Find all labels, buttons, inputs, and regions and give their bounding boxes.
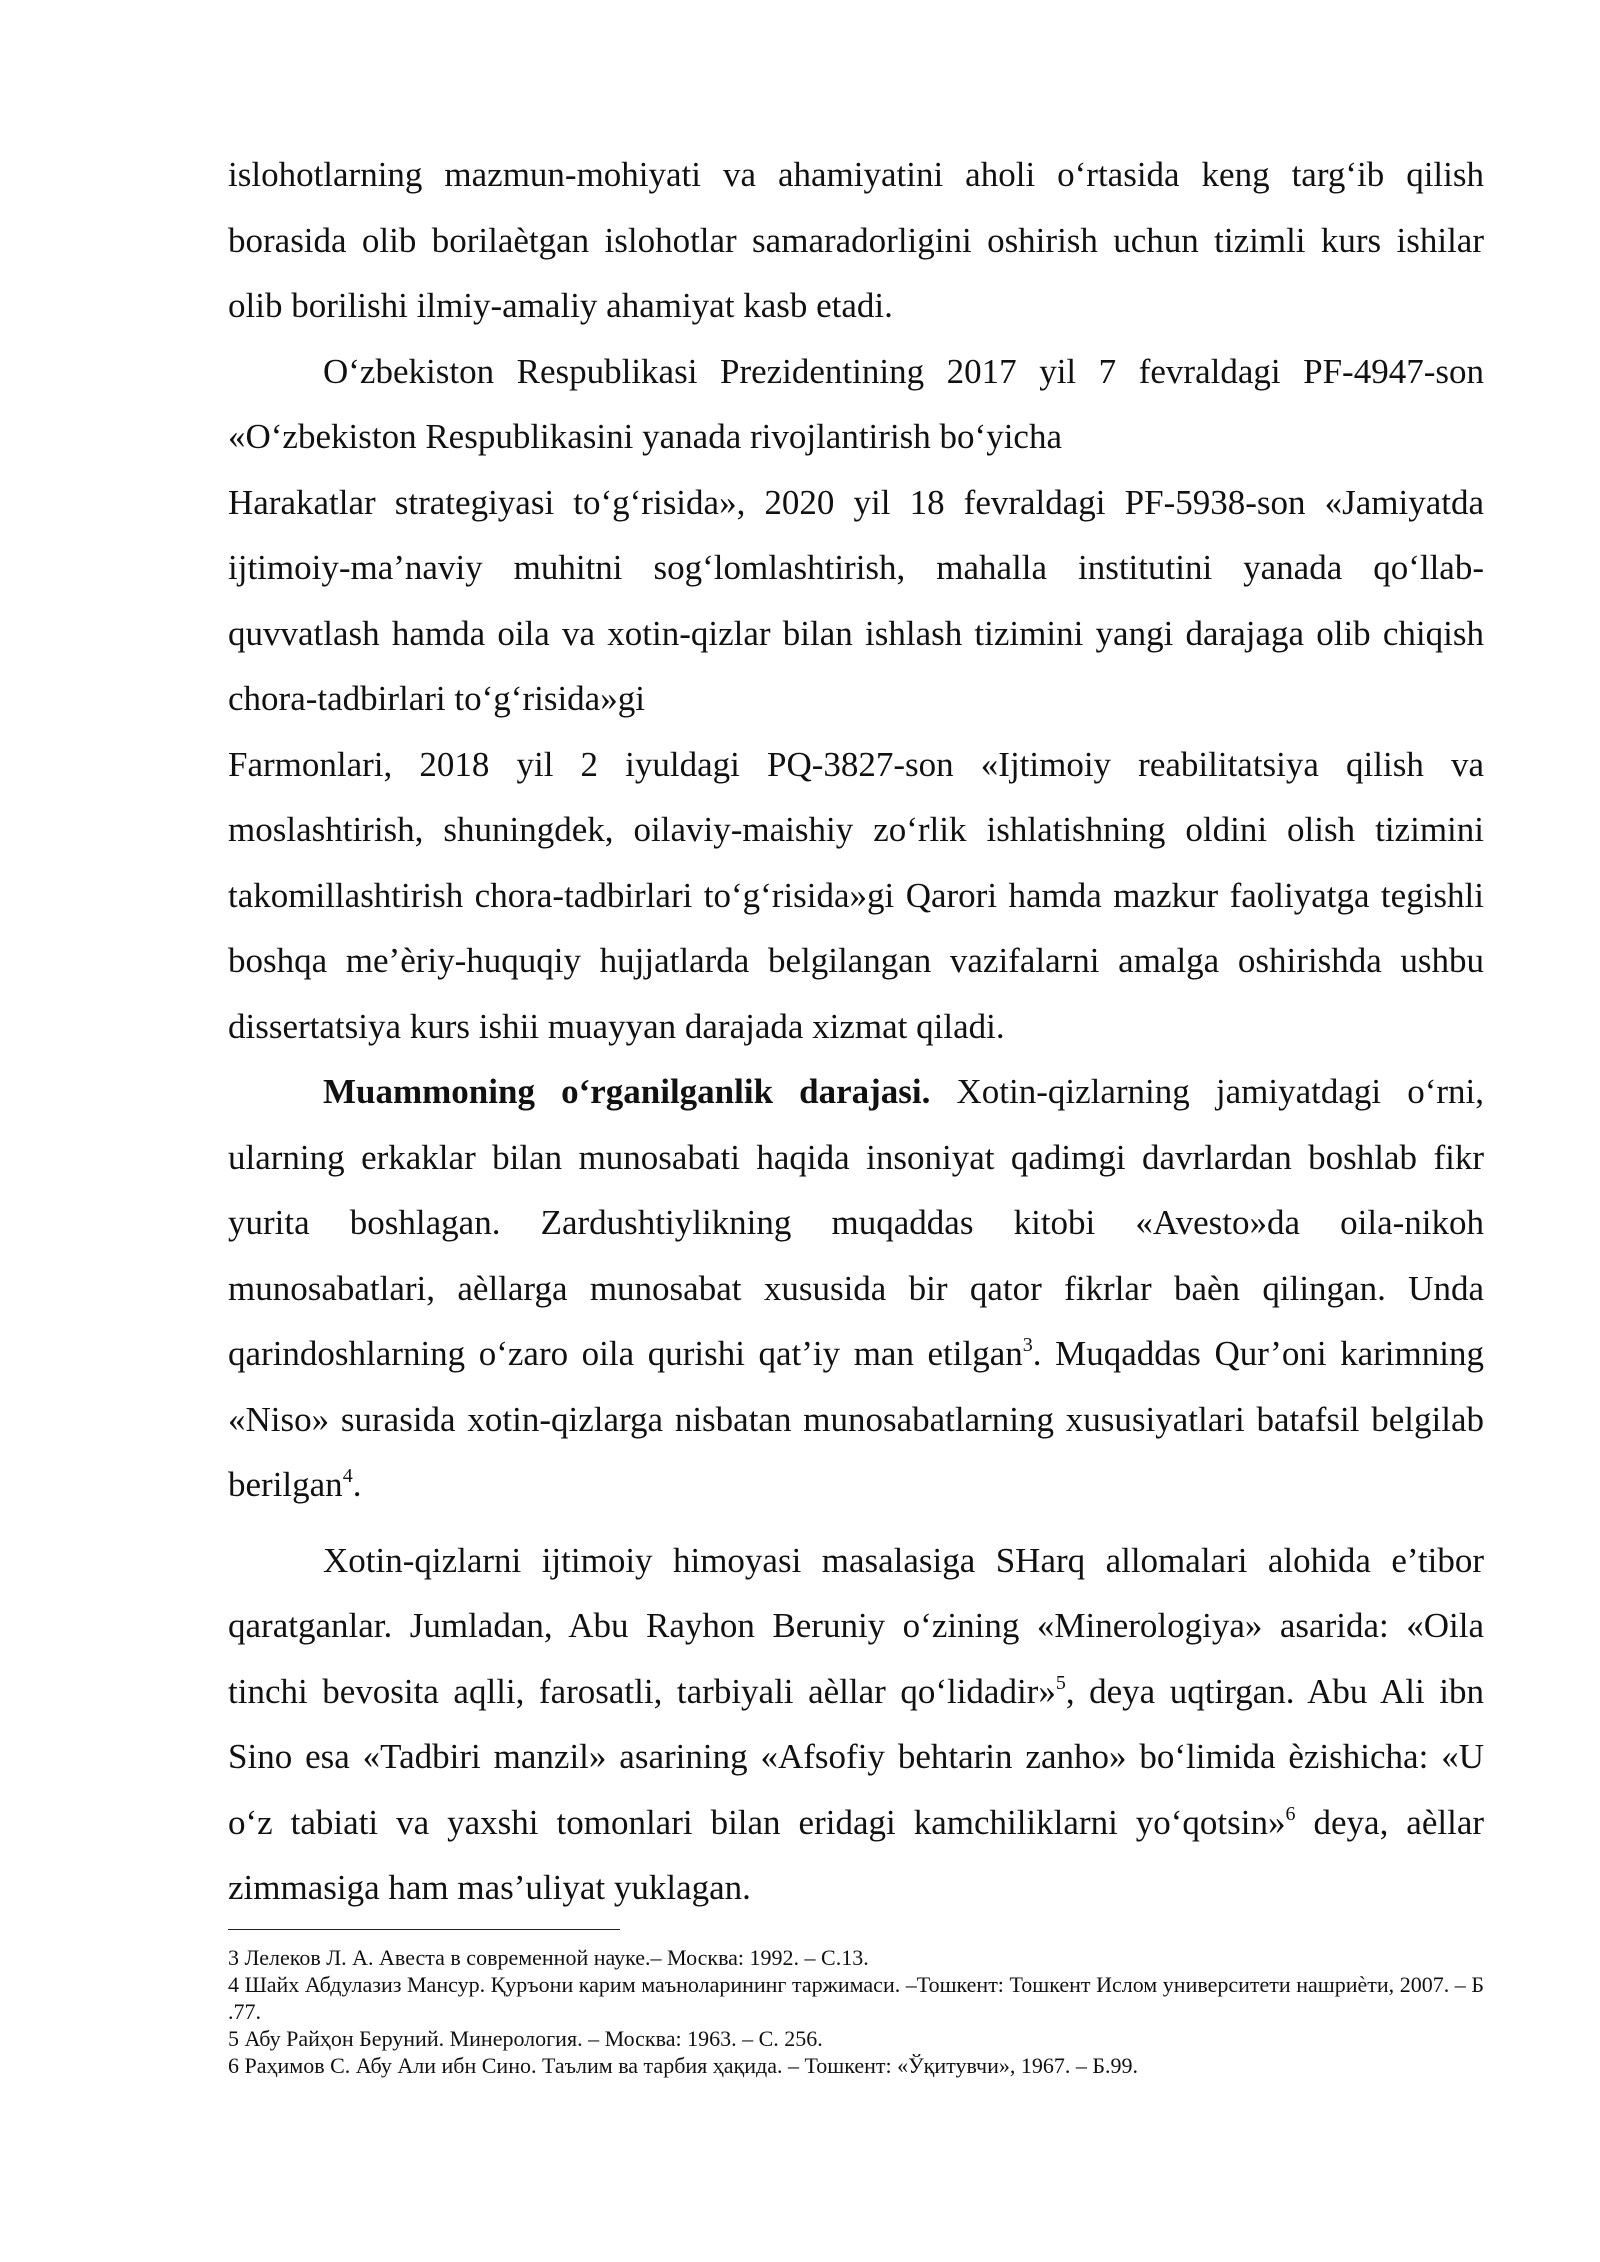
footnote-4: 4 Шайх Абдулазиз Мансур. Қуръони карим маъноларининг таржимаси. –Тошкент: Тошкент Ислом университети нашриѐти, 2007. – Б .77. <box>228 1971 1484 2024</box>
paragraph-text: deya, aèllar zimmasiga ham mas’uliyat yuklagan. <box>228 1802 1485 1907</box>
paragraph-text: Xotin-qizlarning jamiyatdagi o‘rni, ularning erkaklar bilan munosabati haqida insoniyat qadimgi davrlardan boshlab fikr yurita boshlagan. Zardushtiylikning muqaddas kitobi «Avesto»da oila-nikoh munosabatlari, aèllarga munosabat xususida bir qator fikrlar baèn qilingan. Unda qarindoshlarning o‘zaro oila qurishi qat’iy man etilgan <box>228 1072 1484 1373</box>
paragraph-text: . <box>352 1465 362 1504</box>
paragraph-continuation: islohotlarning mazmun-mohiyati va ahamiyatini aholi o‘rtasida keng targ‘ib qilish borasida olib borilaètgan islohotlar samaradorligini oshirish uchun tizimli kurs ishilar olib borilishi ilmiy-amaliy ahamiyat kasb etadi. <box>228 155 1484 325</box>
footnote-ref-6[interactable]: 6 <box>1285 1802 1296 1825</box>
footnote-5: 5 Абу Райҳон Беруний. Минерология. – Москва: 1963. – С. 256. <box>228 2025 823 2051</box>
paragraph-text: . Muqaddas Qur’oni karimning «Niso» surasida xotin-qizlarga nisbatan munosabatlarning xususiyatlari batafsil belgilab berilgan <box>228 1334 1484 1504</box>
paragraph-text: Xotin-qizlarni ijtimoiy himoyasi masalasiga SHarq allomalari alohida e’tibor qaratganlar. Jumladan, Abu Rayhon Beruniy o‘zining «Minerologiya» asarida: «Oila tinchi bevosita aqlli, farosatli, tarbiyali aèllar qo‘lidadir» <box>228 1540 1484 1711</box>
footnote-ref-3[interactable]: 3 <box>1022 1334 1033 1356</box>
footnote-3: 3 Лелеков Л. А. Авеста в современной науке.– Москва: 1992. – С.13. <box>228 1944 869 1970</box>
paragraph-text: , deya uqtirgan. Abu Ali ibn Sino esa «Tadbiri manzil» asarining «Afsofiy behtarin zanho» bo‘limida èzishicha: «U o‘z tabiati va yaxshi tomonlari bilan eridagi kamchiliklarni yo‘qotsin» <box>228 1671 1485 1842</box>
footnote-ref-5[interactable]: 5 <box>1055 1671 1066 1694</box>
footnote-separator <box>228 1929 620 1930</box>
paragraph-decrees-part-3: Farmonlari, 2018 yil 2 iyuldagi PQ-3827-son «Ijtimoiy reabilitatsiya qilish va moslashtirish, shuningdek, oilaviy-maishiy zo‘rlik ishlatishning oldini olish tizimini takomillashtirish chora-tadbirlari to‘g‘risida»gi Qarori hamda mazkur faoliyatga tegishli boshqa me’èriy-huquqiy hujjatlarda belgilangan vazifalarni amalga oshirishda ushbu dissertatsiya kurs ishii muayyan darajada xizmat qiladi. <box>228 744 1484 1046</box>
paragraph-decrees-part-2: Harakatlar strategiyasi to‘g‘risida», 2020 yil 18 fevraldagi PF-5938-son «Jamiyatda ijtimoiy-ma’naviy muhitni sog‘lomlashtirish, mahalla institutini yanada qo‘llab-quvvatlash hamda oila va xotin-qizlar bilan ishlash tizimini yangi darajaga olib chiqish chora-tadbirlari to‘g‘risida»gi <box>228 482 1484 718</box>
footnote-6: 6 Раҳимов С. Абу Али ибн Сино. Таълим ва тарбия ҳақида. – Тошкент: «Ўқитувчи», 1967. – Б.99. <box>228 2052 1138 2078</box>
section-heading: Muammoning o‘rganilganlik darajasi. <box>323 1072 931 1111</box>
footnotes-section <box>228 1944 1484 2079</box>
document-page <box>228 142 1484 2079</box>
paragraph-decrees-part-1: O‘zbekiston Respublikasi Prezidentining 2017 yil 7 fevraldagi PF-4947-son «O‘zbekiston Respublikasini yanada rivojlantirish bo‘yicha <box>228 351 1484 456</box>
paragraph-eastern-scholars <box>228 1528 1484 1921</box>
paragraph-research-degree <box>228 1059 1484 1518</box>
footnote-ref-4[interactable]: 4 <box>342 1465 353 1487</box>
